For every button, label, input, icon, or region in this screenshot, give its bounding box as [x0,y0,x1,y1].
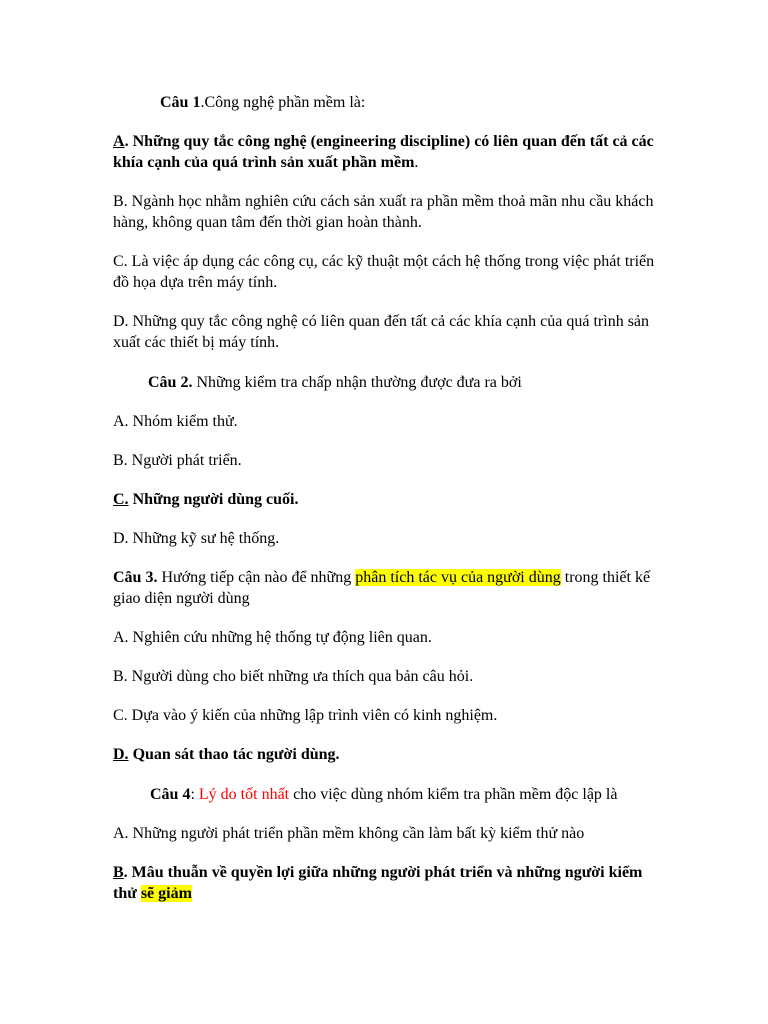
question-1-number: Câu 1 [160,94,201,111]
question-3-option-a: A. Nghiên cứu những hệ thống tự động liên quan. [113,629,432,646]
question-3-title [113,567,658,609]
question-4-number: Câu 4 [150,786,191,803]
question-4-prompt-after: cho việc dùng nhóm kiểm tra phần mềm độc lập là [289,786,618,803]
question-3-number: Câu 3. [113,569,158,586]
question-2-option-c-letter: C. [113,491,129,508]
question-1-title [113,92,658,113]
question-2-title [113,372,658,393]
question-1-option-a-text: . Những quy tắc công nghệ (engineering discipline) có liên quan đến tất cả các khía cạnh của quá trình sản xuất phần mềm [113,133,654,171]
question-4-colon: : [190,786,199,803]
question-4-option-b-text: . Mâu thuẫn về quyền lợi giữa những người phát triển và những người kiểm thử [113,864,643,902]
question-2-option-b: B. Người phát triển. [113,452,242,469]
question-2-option-d: D. Những kỹ sư hệ thống. [113,530,280,547]
question-4-option-b [113,862,658,904]
question-2-option-a: A. Nhóm kiểm thử. [113,413,238,430]
question-1-option-a [113,131,658,173]
question-1-option-c: C. Là việc áp dụng các công cụ, các kỹ thuật một cách hệ thống trong việc phát triển đồ họa dựa trên máy tính. [113,253,655,291]
question-2-number: Câu 2. [148,374,193,391]
question-4-prompt-red: Lý do tốt nhất [198,786,290,803]
question-3-prompt-highlight: phân tích tác vụ của người dùng [355,569,561,586]
question-3-option-d-letter: D. [113,746,129,763]
question-1-option-b: B. Ngành học nhằm nghiên cứu cách sản xuất ra phần mềm thoả mãn nhu cầu khách hàng, không quan tâm đến thời gian hoàn thành. [113,193,654,231]
question-3-option-c: C. Dựa vào ý kiến của những lập trình viên có kinh nghiệm. [113,707,498,724]
question-3-option-d [113,744,658,765]
question-2-prompt: Những kiểm tra chấp nhận thường được đưa ra bởi [192,374,522,391]
question-3-option-d-text: Quan sát thao tác người dùng. [128,746,340,763]
question-2-option-c [113,489,658,510]
question-2-option-c-text: Những người dùng cuối. [128,491,299,508]
question-1-option-d: D. Những quy tắc công nghệ có liên quan đến tất cả các khía cạnh của quá trình sản xuất các thiết bị máy tính. [113,313,650,351]
question-3-option-b: B. Người dùng cho biết những ưa thích qua bản câu hỏi. [113,668,474,685]
question-4-option-b-letter: B [113,864,124,881]
question-4-option-a: A. Những người phát triển phần mềm không cần làm bất kỳ kiểm thử nào [113,825,585,842]
question-1-option-a-end: . [414,154,419,171]
question-1-option-a-letter: A [113,133,125,150]
question-4-option-b-highlight: sẽ giảm [140,885,192,902]
question-4-title [113,784,658,805]
question-3-prompt-after: trong thiết kế giao diện người dùng [113,569,651,607]
question-1-prompt: .Công nghệ phần mềm là: [200,94,366,111]
question-3-prompt-before: Hướng tiếp cận nào để những [157,569,356,586]
